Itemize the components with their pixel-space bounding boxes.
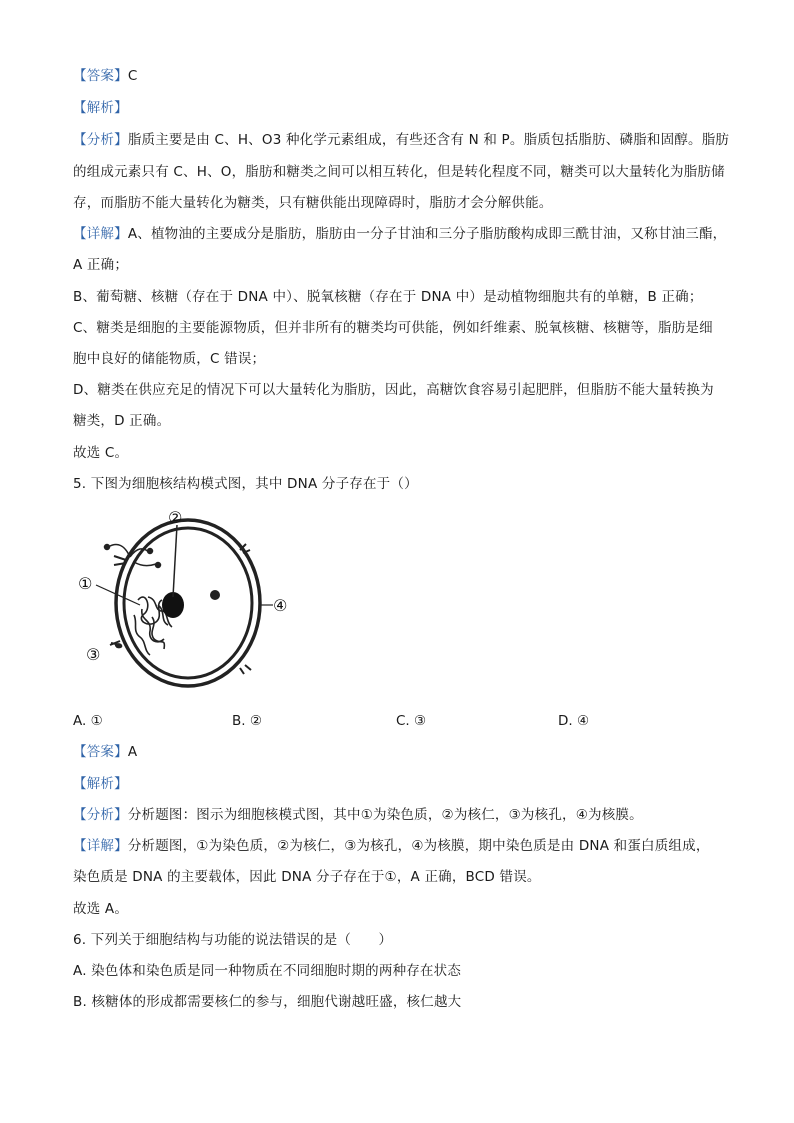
- small-granule: [210, 590, 220, 600]
- option-c: C. ③: [396, 713, 427, 729]
- analysis-heading-q4: 【解析】: [73, 100, 128, 116]
- pore-mark: [115, 643, 122, 648]
- analysis-line: 【分析】脂质主要是由 C、H、O3 种化学元素组成，有些还含有 N 和 P。脂质包括脂肪、磷脂和固醇。脂肪: [73, 132, 730, 148]
- leader-2: [173, 525, 177, 597]
- label-2: ②: [168, 508, 183, 527]
- detail-line: A 正确；: [73, 257, 129, 273]
- label-1: ①: [78, 574, 93, 593]
- detail-line: B、葡萄糖、核糖（存在于 DNA 中）、脱氧核糖（存在于 DNA 中）是动植物细胞共有的单糖，B 正确；: [73, 289, 703, 305]
- label-4: ④: [273, 596, 288, 615]
- choice-line-q5: 故选 A。: [73, 901, 129, 917]
- nucleus-svg: [70, 505, 305, 700]
- option-b: B. ②: [232, 713, 262, 729]
- analysis-line: 【分析】分析题图：图示为细胞核模式图，其中①为染色质，②为核仁，③为核孔，④为核膜。: [73, 807, 643, 823]
- question-5-stem: 5. 下图为细胞核结构模式图，其中 DNA 分子存在于（）: [73, 476, 418, 492]
- choice-line-q4: 故选 C。: [73, 445, 129, 461]
- detail-line: 染色质是 DNA 的主要载体，因此 DNA 分子存在于①，A 正确，BCD 错误。: [73, 869, 541, 885]
- analysis-line: 存，而脂肪不能大量转化为糖类，只有糖供能出现障碍时，脂肪才会分解供能。: [73, 195, 553, 211]
- question-6-stem: 6. 下列关于细胞结构与功能的说法错误的是（ ）: [73, 932, 393, 948]
- detail-line: 胞中良好的储能物质，C 错误；: [73, 351, 266, 367]
- option-d: D. ④: [558, 713, 590, 729]
- answer-line-q5: 【答案】A: [73, 744, 138, 760]
- question-6-option-b: B. 核糖体的形成都需要核仁的参与，细胞代谢越旺盛，核仁越大: [73, 994, 462, 1010]
- nucleus-diagram: [70, 505, 305, 700]
- outer-membrane: [116, 520, 260, 686]
- option-a: A. ①: [73, 713, 103, 729]
- analysis-line: 的组成元素只有 C、H、O，脂肪和糖类之间可以相互转化，但是转化程度不同，糖类可以大量转化为脂肪储: [73, 164, 725, 180]
- detail-line: D、糖类在供应充足的情况下可以大量转化为脂肪，因此，高糖饮食容易引起肥胖，但脂肪不能大量转换为: [73, 382, 714, 398]
- inner-membrane: [124, 528, 252, 678]
- detail-line: 糖类，D 正确。: [73, 413, 171, 429]
- analysis-heading-q5: 【解析】: [73, 776, 128, 792]
- question-6-option-a: A. 染色体和染色质是同一种物质在不同细胞时期的两种存在状态: [73, 963, 462, 979]
- label-3: ③: [86, 645, 101, 664]
- detail-line: 【详解】A、植物油的主要成分是脂肪，脂肪由一分子甘油和三分子脂肪酸构成即三酰甘油，又称甘油三酯，: [73, 226, 727, 242]
- answer-line-q4: 【答案】C: [73, 68, 138, 84]
- detail-line: 【详解】分析题图，①为染色质，②为核仁，③为核孔，④为核膜，期中染色质是由 DNA 和蛋白质组成，: [73, 838, 710, 854]
- detail-line: C、糖类是细胞的主要能源物质，但并非所有的糖类均可供能，例如纤维素、脱氧核糖、核糖等，脂肪是细: [73, 320, 713, 336]
